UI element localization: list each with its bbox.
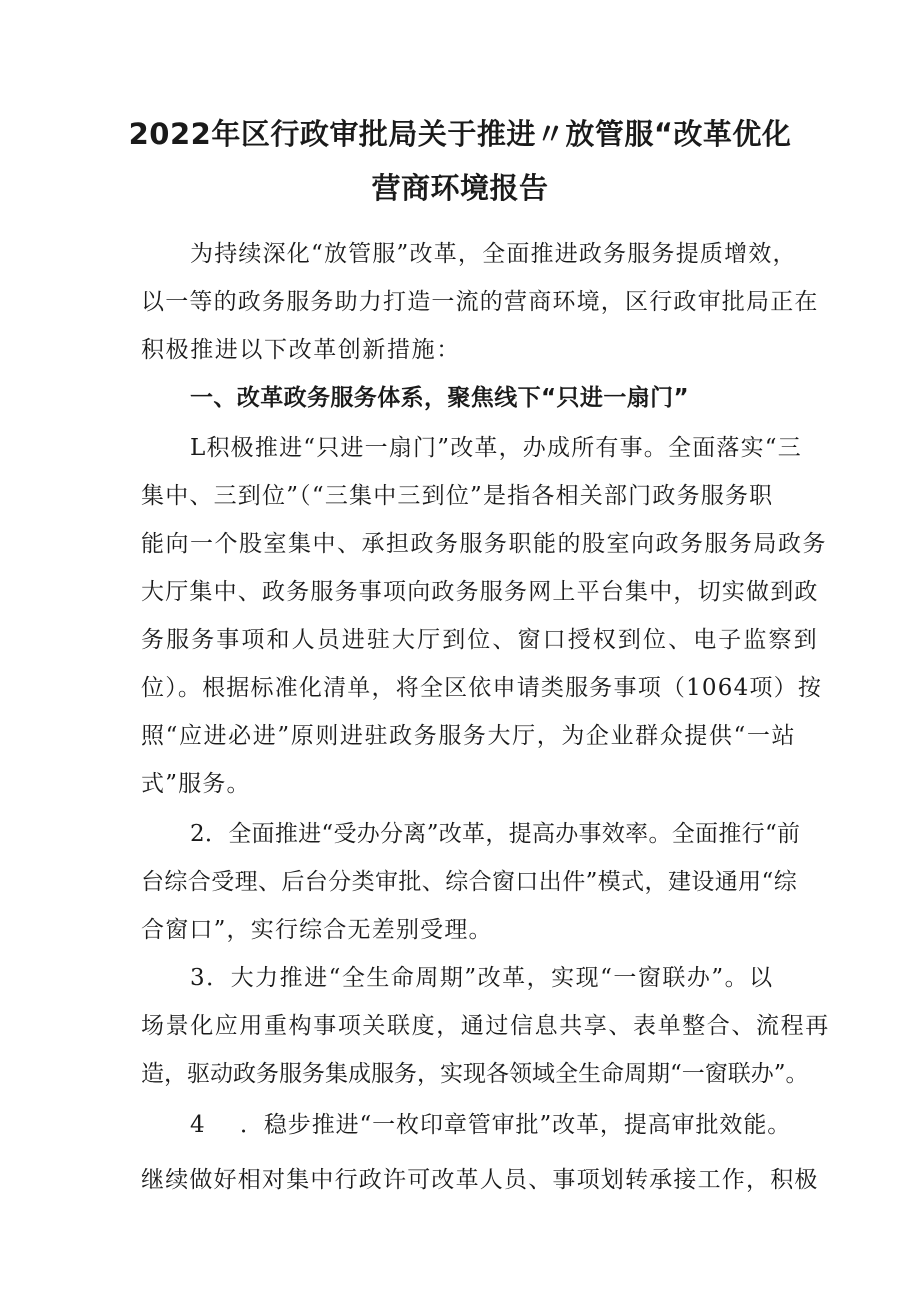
item-4-line-1: ．稳步推进“一枚印章管审批”改革，提高审批效能。: [240, 1112, 792, 1138]
item-1-line-5: 务服务事项和人员进驻大厅到位、窗口授权到位、电子监察到: [141, 627, 819, 653]
item-3-line-3: 造，驱动政务服务集成服务，实现各领域全生命周期“一窗联办”。: [141, 1061, 809, 1087]
item-3-line-2: 场景化应用重构事项关联度，通过信息共享、表单整合、流程再: [141, 1013, 830, 1039]
intro-line-2: 以一等的政务服务助力打造一流的营商环境，区行政审批局正在: [141, 289, 819, 315]
item-4-line-2: 继续做好相对集中行政许可改革人员、事项划转承接工作，积极: [141, 1167, 819, 1193]
item-3-line-1: 3．大力推进“全生命周期”改革，实现“一窗联办”。以: [190, 965, 774, 991]
item-1-line-4: 大厅集中、政务服务事项向政务服务网上平台集中，切实做到政: [141, 579, 819, 605]
intro-line-1: 为持续深化“放管服”改革，全面推进政务服务提质增效，: [190, 241, 797, 267]
item-1-line-6: 位）。根据标准化清单，将全区依申请类服务事项（1064项）按: [141, 675, 823, 701]
intro-line-3: 积极推进以下改革创新措施：: [141, 337, 461, 363]
item-1-line-7: 照“应进必进”原则进驻政务服务大厅，为企业群众提供“一站: [141, 723, 797, 749]
item-2-line-3: 合窗口”，实行综合无差别受理。: [141, 917, 493, 943]
section-1-heading: 一、改革政务服务体系，聚焦线下“只进一扇门”: [190, 385, 690, 411]
item-1-line-3: 能向一个股室集中、承担政务服务职能的股室向政务服务局政务: [141, 531, 827, 557]
item-1-line-8: 式”服务。: [141, 771, 251, 797]
item-4-number: 4: [190, 1112, 205, 1138]
item-2-line-1: 2．全面推进“受办分离”改革，提高办事效率。全面推行“前: [190, 821, 801, 847]
document-title-line-1: 2022年区行政审批局关于推进〃放管服“改革优化: [128, 117, 792, 151]
item-1-line-2: 集中、三到位”（“三集中三到位”是指各相关部门政务服务职: [141, 483, 774, 509]
item-2-line-2: 台综合受理、后台分类审批、综合窗口出件”模式，建设通用“综: [141, 869, 798, 895]
item-1-line-1: L积极推进“只进一扇门”改革，办成所有事。全面落实“三: [190, 435, 802, 461]
document-title-line-2: 营商环境报告: [371, 171, 549, 205]
